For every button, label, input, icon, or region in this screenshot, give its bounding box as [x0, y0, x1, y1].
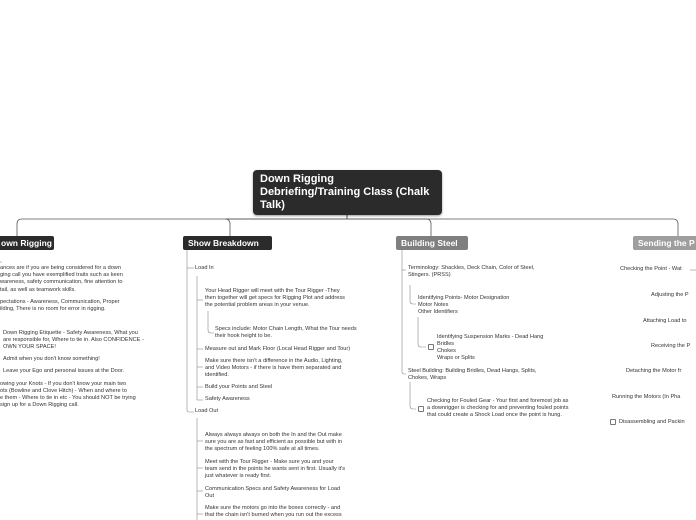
building-steel-item[interactable]: that could create a Shock Load once the point is hung. — [427, 412, 562, 418]
sending-item[interactable]: Adjusting the P — [651, 292, 689, 298]
down-rigging-text[interactable]: OWN YOUR SPACE! — [3, 344, 56, 350]
down-rigging-text[interactable]: ances are if you are being considered for a down — [0, 265, 121, 271]
building-steel-item[interactable]: Terminology: Shackles, Deck Chain, Color of Steel, — [408, 265, 535, 271]
checkbox[interactable] — [428, 344, 434, 350]
root-topic[interactable]: Down Rigging Debriefing/Training Class (Chalk Talk) — [253, 170, 442, 215]
building-steel-item[interactable]: a downrigger is checking for and preventing fouled points — [427, 405, 569, 411]
load-out-item[interactable]: Always always always on both the In and the Out make — [205, 432, 342, 438]
load-out-item[interactable]: just whatever is ready first. — [205, 473, 272, 479]
down-rigging-text[interactable]: owing your Knots - If you don't know your main two — [0, 381, 127, 387]
load-out-item[interactable]: Meet with the Tour Rigger - Make sure you and your — [205, 459, 334, 465]
sending-item[interactable]: Checking the Point - Wat — [620, 266, 682, 272]
building-steel-item[interactable]: Chokes — [437, 348, 456, 354]
down-rigging-text[interactable]: Admit when you don't know something! — [3, 356, 100, 362]
load-in-item[interactable]: Safety Awareness — [205, 396, 250, 402]
sending-item[interactable]: Receiving the P — [651, 343, 691, 349]
building-steel-item[interactable]: Identifying Suspension Marks - Dead Hang — [437, 334, 544, 340]
building-steel-item[interactable]: Steel Building: Building Bridles, Dead Hangs, Splits, — [408, 368, 537, 374]
load-out-topic[interactable]: Load Out — [195, 408, 219, 414]
branch-show-breakdown[interactable]: Show Breakdown — [183, 236, 272, 250]
branch-down-rigging[interactable]: own Rigging — [0, 236, 54, 250]
load-in-item[interactable]: Measure out and Mark Floor (Local Head Rigger and Tour) — [205, 346, 351, 352]
down-rigging-text[interactable]: ging call you have exemplified traits such as keen — [0, 272, 123, 278]
load-out-item[interactable]: Out — [205, 493, 215, 499]
down-rigging-text[interactable]: ots (Bowline and Clove Hitch) - When and where to — [0, 388, 127, 394]
sending-item[interactable]: Attaching Load to — [643, 318, 687, 324]
load-out-item[interactable]: team send in the points he wants sent in first. Usually it's — [205, 466, 346, 472]
load-in-item[interactable]: Build your Points and Steel — [205, 384, 273, 390]
load-in-topic[interactable]: Load In — [195, 265, 214, 271]
down-rigging-text[interactable]: are responsible for, Where to tie in. Also CONFIDENCE - — [3, 337, 144, 343]
load-out-item[interactable]: the spectrum of feeling 100% safe at all times. — [205, 446, 320, 452]
down-rigging-text[interactable]: Down Rigging Etiquette - Safety Awareness, What you — [3, 330, 138, 336]
building-steel-item[interactable]: Chokes, Wraps — [408, 375, 447, 381]
load-in-item[interactable]: identified. — [205, 372, 229, 378]
checkbox[interactable] — [610, 419, 616, 425]
load-out-item[interactable]: Communication Specs and Safety Awareness for Load — [205, 486, 341, 492]
load-out-item[interactable]: sure you are as fast and efficient as possible but with in — [205, 439, 343, 445]
sending-item[interactable]: Detaching the Motor fr — [626, 368, 682, 374]
building-steel-item[interactable]: Checking for Fouled Gear - Your first and foremost job as — [427, 398, 569, 404]
building-steel-item[interactable]: Stingers. (PRSS) — [408, 272, 451, 278]
down-rigging-text[interactable]: pectations - Awareness, Communication, Proper — [0, 299, 120, 305]
down-rigging-text[interactable]: Leave your Ego and personal issues at the Door. — [3, 368, 124, 374]
building-steel-item[interactable]: Identifying Points- Motor Designation — [418, 295, 510, 301]
branch-building-steel[interactable]: Building Steel — [396, 236, 468, 250]
load-in-subitem[interactable]: their hook height to be. — [215, 333, 272, 339]
down-rigging-text[interactable]: tail, as well as teamwork skills. — [0, 287, 76, 293]
sending-item[interactable]: Running the Motors (In Pha — [612, 394, 681, 400]
load-in-subitem[interactable]: Specs include: Motor Chain Length, What the Tour needs — [215, 326, 357, 332]
load-in-item[interactable]: then together will get specs for Rigging Plot and address — [205, 295, 345, 301]
building-steel-item[interactable]: Bridles — [437, 341, 455, 347]
load-out-item[interactable]: Make sure the motors go into the boxes correctly - and — [205, 505, 341, 511]
load-out-item[interactable]: that the chain isn't burned when you run out the excess — [205, 512, 342, 518]
sending-item[interactable]: Disassembling and Packin — [619, 419, 685, 425]
down-rigging-text[interactable]: wareness, safety communication, fine attention to — [0, 279, 123, 285]
down-rigging-text[interactable]: ilding, There is no room for error in rigging. — [0, 306, 106, 312]
down-rigging-text[interactable]: e them - Where to tie in etc - You should NOT be trying — [0, 395, 136, 401]
building-steel-item[interactable]: Other Identifiers — [418, 309, 458, 315]
down-rigging-text[interactable]: sign up for a Down Rigging call. — [0, 402, 79, 408]
branch-sending-the-point[interactable]: Sending the P — [633, 236, 696, 250]
building-steel-item[interactable]: Wraps or Splits — [437, 355, 475, 361]
load-in-item[interactable]: the potential problem areas in your venue. — [205, 302, 310, 308]
checkbox[interactable] — [418, 406, 424, 412]
load-in-item[interactable]: Make sure there isn't a difference in the Audio, Lighting, — [205, 358, 343, 364]
load-in-item[interactable]: and Video Motors - if there is have them separated and — [205, 365, 342, 371]
building-steel-item[interactable]: Motor Notes — [418, 302, 449, 308]
load-in-item[interactable]: Your Head Rigger will meet with the Tour Rigger -They — [205, 288, 340, 294]
